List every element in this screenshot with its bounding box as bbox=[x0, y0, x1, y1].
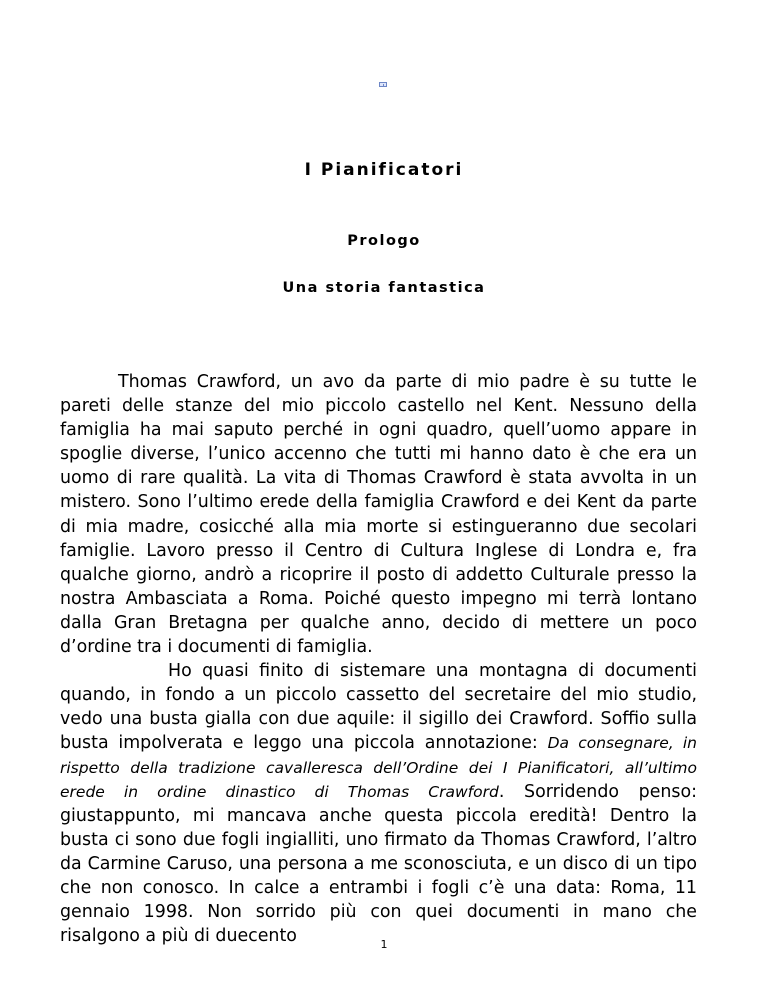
chapter-subtitle: Una storia fantastica bbox=[282, 280, 486, 296]
italic-annotation: Da consegnare, in rispetto della tradizione cavalleresca dell’Ordine dei I Pianificatori, all’ultimo erede in ordine dinastico di Thomas Crawford bbox=[60, 734, 697, 801]
image-placeholder-icon bbox=[379, 82, 387, 87]
body-text bbox=[60, 370, 697, 948]
paragraph-2-text-start: Ho quasi finito di sistemare una montagna di documenti quando, in fondo a un piccolo cassetto del secretaire del mio studio, vedo una busta gialla con due aquile: il sigillo dei Crawford. Soffio sulla busta impolverata e leggo una piccola annotazione: bbox=[60, 661, 697, 754]
document-title: I Pianificatori bbox=[304, 160, 464, 180]
page-number: 1 bbox=[380, 938, 388, 951]
prologue-heading: Prologo bbox=[347, 233, 421, 249]
paragraph-2 bbox=[60, 659, 697, 948]
paragraph-1: Thomas Crawford, un avo da parte di mio padre è su tutte le pareti delle stanze del mio piccolo castello nel Kent. Nessuno della famiglia ha mai saputo perché in ogni quadro, quell’uomo appare in spoglie diverse, l’unico accenno che tutti mi hanno dato è che era un uomo di rare qualità. La vita di Thomas Crawford è stata avvolta in un mistero. Sono l’ultimo erede della famiglia Crawford e dei Kent da parte di mia madre, cosicché alla mia morte si estingueranno due secolari famiglie. Lavoro presso il Centro di Cultura Inglese di Londra e, fra qualche giorno, andrò a ricoprire il posto di addetto Culturale presso la nostra Ambasciata a Roma. Poiché questo impegno mi terrà lontano dalla Gran Bretagna per qualche anno, decido di mettere un poco d’ordine tra i documenti di famiglia. bbox=[60, 372, 697, 658]
paragraph-2-text-end: . Sorridendo penso: giustappunto, mi mancava anche questa piccola eredità! Dentro la busta ci sono due fogli ingialliti, uno firmato da Thomas Crawford, l’altro da Carmine Caruso, una persona a me sconosciuta, e un disco di un tipo che non conosco. In calce a entrambi i fogli c’è una data: Roma, 11 gennaio 1998. Non sorrido più con quei documenti in mano che risalgono a più di duecento bbox=[60, 781, 697, 947]
